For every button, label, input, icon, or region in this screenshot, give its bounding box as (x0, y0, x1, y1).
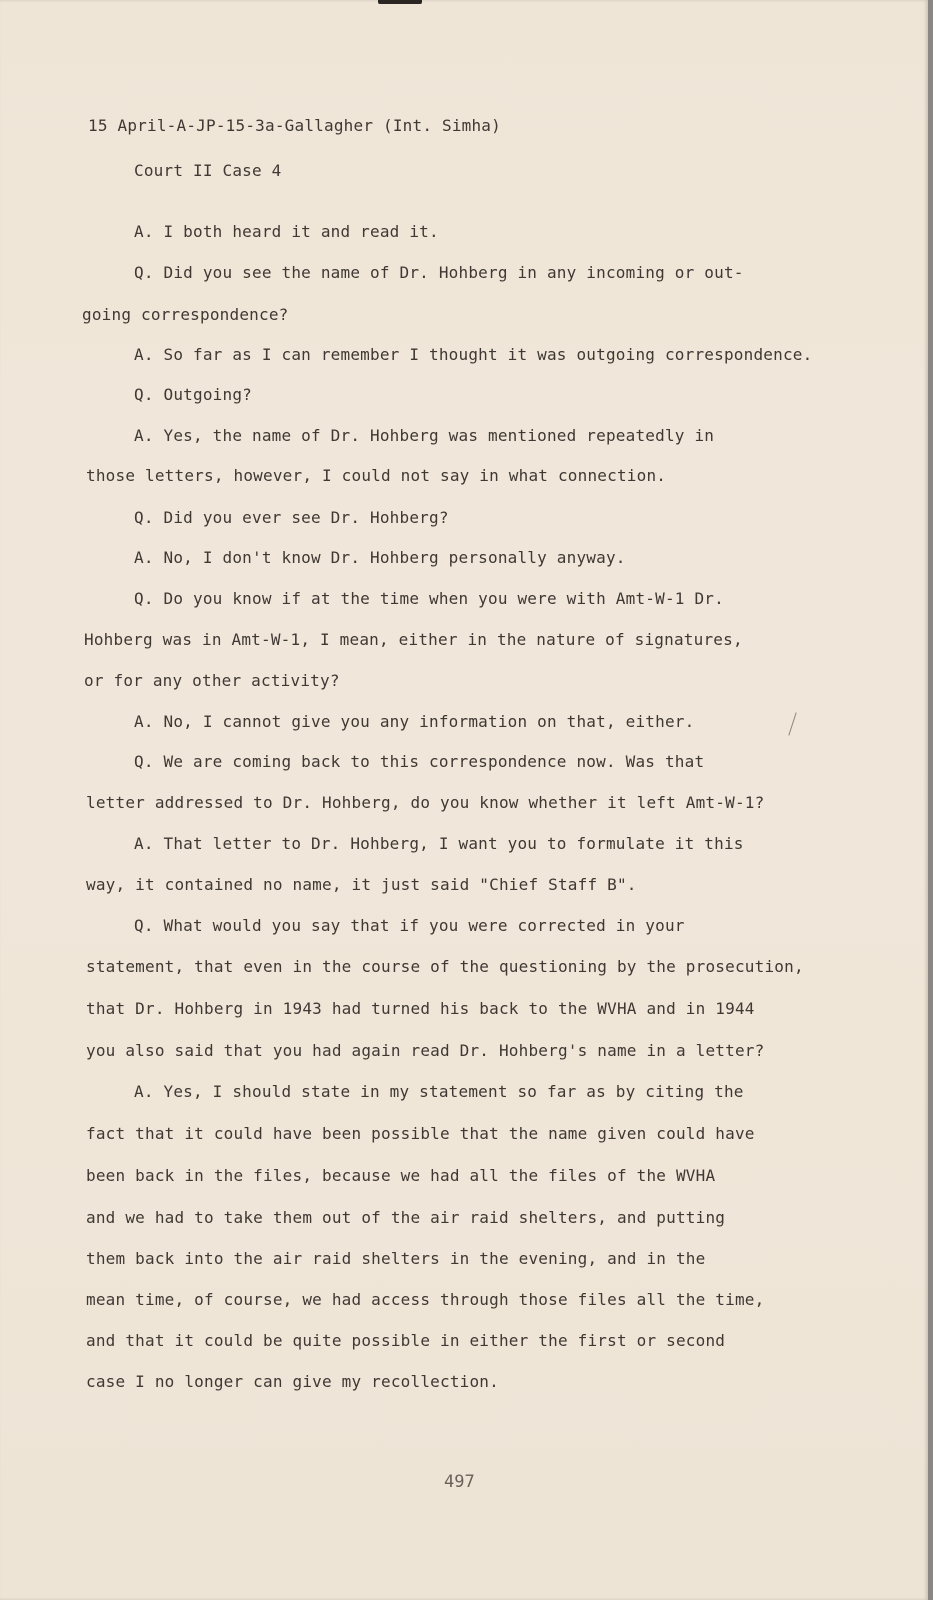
transcript-line: mean time, of course, we had access through those files all the time, (86, 1290, 765, 1309)
transcript-line: A. So far as I can remember I thought it was outgoing correspondence. (134, 345, 813, 364)
transcript-line: and that it could be quite possible in either the first or second (86, 1331, 726, 1350)
transcript-line: Q. Did you ever see Dr. Hohberg? (134, 508, 449, 527)
transcript-line: Hohberg was in Amt-W-1, I mean, either in the nature of signatures, (84, 630, 743, 649)
transcript-line: you also said that you had again read Dr. Hohberg's name in a letter? (86, 1041, 765, 1060)
transcript-line: statement, that even in the course of the questioning by the prosecution, (86, 957, 804, 976)
binding-mark (378, 0, 422, 4)
transcript-line: A. No, I don't know Dr. Hohberg personally anyway. (134, 548, 626, 567)
header-title: 15 April-A-JP-15-3a-Gallagher (Int. Simha) (88, 116, 501, 135)
transcript-line: Q. We are coming back to this correspondence now. Was that (134, 752, 705, 771)
transcript-line: Q. Did you see the name of Dr. Hohberg in any incoming or out- (134, 263, 744, 282)
transcript-line: Q. What would you say that if you were corrected in your (134, 916, 685, 935)
transcript-line: been back in the files, because we had all the files of the WVHA (86, 1166, 716, 1185)
transcript-line: Q. Outgoing? (134, 385, 252, 404)
transcript-line: going correspondence? (82, 305, 289, 324)
transcript-line: A. Yes, the name of Dr. Hohberg was mentioned repeatedly in (134, 426, 715, 445)
transcript-line: way, it contained no name, it just said "Chief Staff B". (86, 875, 637, 894)
transcript-line: fact that it could have been possible that the name given could have (86, 1124, 755, 1143)
transcript-line: A. Yes, I should state in my statement so far as by citing the (134, 1082, 744, 1101)
transcript-line: and we had to take them out of the air raid shelters, and putting (86, 1208, 726, 1227)
transcript-line: A. No, I cannot give you any information on that, either. (134, 712, 695, 731)
transcript-line: or for any other activity? (84, 671, 340, 690)
transcript-line: letter addressed to Dr. Hohberg, do you know whether it left Amt-W-1? (86, 793, 765, 812)
transcript-line: case I no longer can give my recollection. (86, 1372, 499, 1391)
transcript-line: A. I both heard it and read it. (134, 222, 439, 241)
header-subtitle: Court II Case 4 (134, 161, 282, 180)
transcript-line: them back into the air raid shelters in the evening, and in the (86, 1249, 706, 1268)
transcript-line: A. That letter to Dr. Hohberg, I want you to formulate it this (134, 834, 744, 853)
transcript-line: Q. Do you know if at the time when you were with Amt-W-1 Dr. (134, 589, 724, 608)
transcript-line: those letters, however, I could not say in what connection. (86, 466, 667, 485)
pencil-mark (788, 712, 796, 735)
transcript-line: that Dr. Hohberg in 1943 had turned his back to the WVHA and in 1944 (86, 999, 755, 1018)
page-number: 497 (444, 1472, 475, 1492)
